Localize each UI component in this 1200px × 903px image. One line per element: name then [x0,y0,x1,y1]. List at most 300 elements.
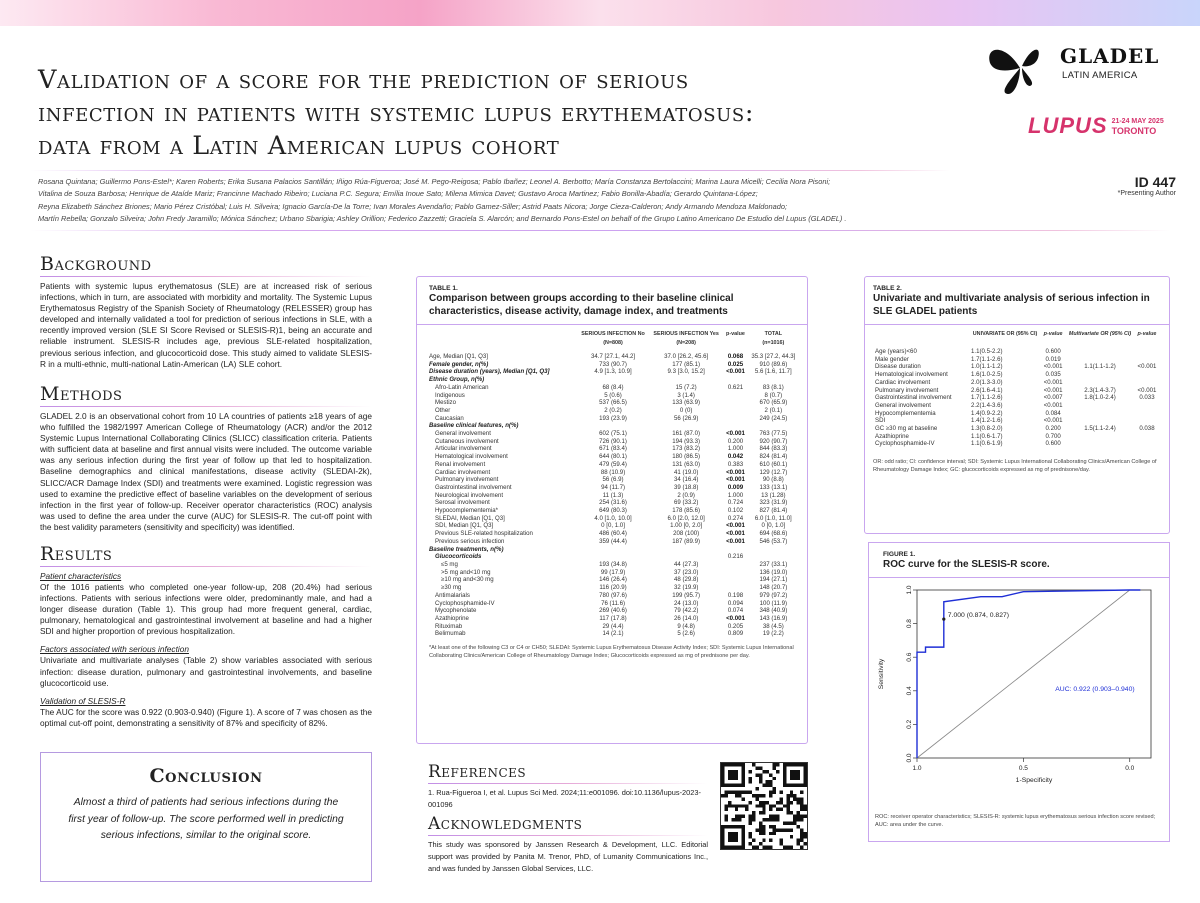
table-cell: 0.724 [727,499,744,507]
table-cell: <0.001 [1043,401,1063,409]
table-cell: Cutaneous involvement [435,437,499,445]
table-cell [649,422,723,430]
table-cell: 180 (86.5) [672,453,701,461]
table-row [427,461,799,469]
table-cell: 56 (26.9) [673,414,699,422]
table-row [427,553,799,561]
table-header: p-value [726,331,745,337]
table-cell [649,553,723,561]
table-cell: 32 (19.9) [673,584,699,592]
table-cell: 733 (90.7) [599,360,627,368]
table-row [427,592,799,600]
table-cell: 1.5(1.1-2.4) [1084,425,1116,433]
y-tick-label: 0.4 [906,686,913,696]
table-cell: 920 (90.7) [759,437,788,445]
table-cell: 2.0(1.3-3.0) [971,378,1003,386]
table-cell: 14 (2.1) [602,630,624,638]
table-cell: <0.001 [1043,386,1063,394]
table-cell [577,376,649,384]
table-cell: 1.1(0.6-1.7) [971,432,1003,440]
y-tick-label: 0.0 [906,753,913,763]
poster-title [38,64,978,163]
results-subheading: Patient characteristics [40,571,122,581]
table-cell: <0.001 [726,476,745,484]
table-row [873,363,1159,371]
table-cell [1065,402,1135,410]
table-row [427,499,799,507]
conclusion-box [40,752,372,882]
table-cell: 0.198 [727,591,744,599]
table-row [427,415,799,423]
table-cell [1135,371,1159,379]
table-cell: 1.0(1.1-1.2) [971,363,1003,371]
table-cell: 0 [0, 1.0] [601,522,625,530]
table-cell: 537 (66.5) [599,399,627,407]
section-heading: Methods [40,383,123,405]
table-cell: 2 (0.9) [677,491,695,499]
table2-box [864,276,1170,534]
table-cell [1065,344,1135,356]
table-row [427,630,799,638]
table-cell: Indigenous [435,391,465,399]
table-cell: 1.000 [727,445,744,453]
table-cell: 0.621 [727,383,744,391]
cutoff-annotation: 7.000 (0.874, 0.827) [947,612,1010,620]
table-cell: Cyclophosphamide-IV [875,440,935,448]
x-tick-label: 0.0 [1125,765,1135,772]
table-cell: 143 (16.9) [759,614,788,622]
table-cell: 83 (8.1) [762,383,784,391]
table-cell: 827 (81.4) [759,507,788,515]
table-cell: 979 (97.2) [759,591,788,599]
section-heading: Background [40,253,152,275]
table-cell: Cardiac involvement [435,468,491,476]
abstract-id [1118,174,1176,197]
x-tick-label: 1.0 [912,765,922,772]
table-row [427,538,799,546]
table-cell: 0.042 [727,453,744,461]
table-cell: 0.102 [727,507,744,515]
table-row [427,492,799,500]
table-cell: 9.3 [3.0, 15.2] [667,368,705,376]
divider [40,276,372,277]
table-cell: 670 (65.9) [759,399,788,407]
table-cell: 844 (83.3) [759,445,788,453]
table-row [873,417,1159,425]
table-cell: 0.809 [727,630,744,638]
table-cell: <0.001 [726,614,745,622]
table-cell: GC ≥30 mg at baseline [875,425,938,433]
table-cell [723,399,747,407]
table-cell: 90 (8.8) [762,476,784,484]
table-row [427,600,799,608]
table-cell: 5.6 [1.6, 11.7] [754,368,792,376]
table-cell: 1.7(1.1-2.6) [971,355,1003,363]
table-cell: Mestizo [435,399,456,407]
table1-box [416,276,808,744]
conclusion-text: Almost a third of patients had serious infections during the first year of follow-up. The score performed well in predicting serious infections, similar to the original score. [68,797,344,841]
table-cell: 0.084 [1045,409,1061,417]
table-row [427,484,799,492]
table-cell: 194 (27.1) [759,576,788,584]
y-tick-label: 0.8 [906,619,913,629]
table-cell: 173 (83.2) [672,445,701,453]
table-cell: <0.001 [726,522,745,530]
table-cell: 8 (0.7) [764,391,783,399]
table-cell: 37 (23.0) [673,568,699,576]
table-cell: 1.4(1.2-1.6) [971,417,1003,425]
table-cell: 0.274 [727,514,744,522]
table-title: Univariate and multivariate analysis of serious infection in SLE GLADEL patients [873,293,1150,317]
table-cell: Hematological involvement [875,371,948,379]
table-cell: Hypocomplementemia [875,409,936,417]
table-cell: 0.200 [727,437,744,445]
table-cell: Belimumab [435,630,466,638]
table-cell: 546 (53.7) [759,537,788,545]
roc-chart [869,578,1169,808]
table-cell [1135,433,1159,441]
table-cell: 1.8(1.0-2.4) [1084,394,1116,402]
table-cell: General involvement [435,430,491,438]
table-cell: 0 (0) [679,406,693,414]
table-cell: Age (years)<60 [875,348,917,355]
table-row [427,584,799,592]
table-cell: 1.3(0.8-2.0) [971,425,1003,433]
table-cell: 131 (63.0) [672,460,701,468]
table-cell: 161 (87.0) [672,430,701,438]
table-cell: 88 (10.9) [600,468,626,476]
table-cell: Previous serious infection [435,537,505,545]
table-cell: 79 (42.2) [673,607,699,615]
divider [865,324,1169,325]
table-cell [723,561,747,569]
author-line: Rosana Quintana; Guillermo Pons-Estel*; Karen Roberts; Erika Susana Palacios Santillán; Iñigo Rúa-Figueroa; José M. Pego-Reigosa; Pablo Ibañez; Leonel A. Berbotto; María Constanza Bertolaccini; Marina Laura Micelli; Cecilia Nora Pisoni; [38,177,831,186]
table-row [873,344,1159,356]
table-cell: SLEDAI, Median [Q1, Q3] [435,514,505,522]
table-cell [1065,440,1135,448]
table-cell: 116 (20.9) [599,584,627,592]
results-section [40,543,372,729]
table-cell: Gastrointestinal involvement [875,394,952,402]
table-cell: 348 (40.9) [759,607,788,615]
table-cell: 249 (24.5) [759,414,788,422]
table-cell [723,576,747,584]
table-cell: 1.6(1.0-2.5) [971,371,1003,379]
table-row [427,351,799,361]
table-note: OR: odd ratio; CI: confidence interval; SDI: Systemic Lupus International Collaborating Clinics/American College of Rheumatology Damage Index; GC: glucocorticoids expressed as mg of prednisone/day. [873,459,1157,474]
reference-item: 1. Rua-Figueroa I, et al. Lupus Sci Med. 2024;11:e001096. doi:10.1136/lupus-2023-001096 [428,788,701,809]
table-cell: 726 (90.1) [599,437,627,445]
acknowledgments-section [428,814,708,875]
table-cell: 148 (20.7) [759,584,788,592]
table-cell: 193 (23.9) [599,414,627,422]
table-cell: Baseline treatments, n(%) [429,545,504,553]
table-cell: <0.001 [1137,363,1157,371]
table-cell: 194 (93.3) [672,437,701,445]
table-cell: 254 (31.6) [599,499,627,507]
table-row [427,522,799,530]
table-cell: 1.1(0.6-1.9) [971,440,1003,448]
table-cell: Glucocorticoids [435,553,482,561]
table-cell: 68 (8.4) [602,383,624,391]
table-cell: 13 (1.28) [761,491,786,499]
table2 [873,329,1159,448]
table-cell: 0.068 [727,353,744,360]
qr-code-icon[interactable] [720,762,808,850]
table-row [427,392,799,400]
table-row [427,407,799,415]
table-cell: 193 (34.8) [599,560,627,568]
table-cell: 1.1(0.5-2.2) [971,348,1003,355]
table-cell: ≥10 mg and<30 mg [441,576,494,584]
table-cell: 187 (89.9) [672,537,701,545]
table-row [427,607,799,615]
table-row [873,433,1159,441]
table-cell: 1.7(1.1-2.6) [971,394,1003,402]
table-row [427,515,799,523]
table-header: SERIOUS INFECTION Yes [653,331,719,337]
table-cell: Cardiac involvement [875,378,931,386]
table-cell: 133 (13.1) [759,483,788,491]
table-row [427,453,799,461]
results-paragraph: Of the 1016 patients who completed one-year follow-up, 208 (20.4%) had serious infections. Patients with serious infections were older, predominantly male, and had a longer disease duration (Table 1). This group had more frequent general, cardiac, pulmonary, hematological and gastrointestinal involvement at baseline and had a higher SDI and higher proportion of previous hospitalization. [40,582,372,637]
table-cell: 479 (59.4) [599,460,627,468]
section-heading: References [428,762,527,782]
table-cell: Male gender [875,355,909,363]
table-cell: 37.0 [26.2, 45.6] [664,353,709,360]
table-cell: 26 (14.0) [673,614,699,622]
divider [417,324,807,325]
table-cell: Afro-Latin American [435,383,489,391]
table-row [427,422,799,430]
table-cell: Caucasian [435,414,464,422]
table-cell: <0.001 [726,468,745,476]
table-header: Multivariate OR (95% CI) [1068,331,1132,337]
table-cell: Mycophenolate [435,607,477,615]
figure-title: ROC curve for the SLESIS-R score. [883,559,1050,570]
table-cell [1135,417,1159,425]
table-cell: Azathioprine [875,432,909,440]
results-paragraph: The AUC for the score was 0.922 (0.903-0.940) (Figure 1). A score of 7 was chosen as the optimal cut-off point, demonstrating a sensitivity of 87% and specificity of 82%. [40,706,372,728]
y-tick-label: 0.6 [906,652,913,662]
id-label: ID 447 [1134,174,1176,190]
table-row [427,445,799,453]
results-paragraph: Univariate and multivariate analyses (Table 2) show variables associated with serious infection: disease duration, pulmonary and gastrointestinal involvements, and baseline glucocorticoid use. [40,655,372,688]
title-line: infection in patients with systemic lupus erythematosus: [38,98,755,128]
table-cell: 6.0 [1.0, 11.0] [754,514,792,522]
table-cell [1065,433,1135,441]
divider [40,406,372,407]
divider [30,170,950,171]
table-cell [1065,379,1135,387]
methods-section [40,383,372,533]
table-cell [1135,356,1159,364]
table-cell: 19 (2.2) [762,630,784,638]
table-cell: 0.700 [1045,432,1061,440]
table-row [427,430,799,438]
table-cell: Age, Median [Q1, Q3] [429,353,488,360]
table-cell [1135,402,1159,410]
table-cell: 76 (11.6) [601,599,625,607]
table-cell [1135,379,1159,387]
table-cell: 0.600 [1045,440,1061,448]
table-subheader [723,340,747,351]
table-row [427,384,799,392]
table-cell: Pulmonary involvement [435,476,499,484]
table-cell: 0.035 [1045,371,1061,379]
table-cell: 910 (89.6) [759,360,788,368]
table-note: *At least one of the following C3 or C4 or CH50; SLEDAI: Systemic Lupus Erythematosus Disease Activity Index; SDI: Systemic Lupus International Collaborating Clinics/American College of Rheumatology Damage Index; Glucocorticoids expressed as mg of prednisone per day. [429,645,794,660]
figure-note: ROC: receiver operator characteristics; SLESIS-R: systemic lupus erythematosus serious infection score revised; AUC: area under the curve. [875,814,1156,829]
table-cell [748,546,799,554]
table-row [427,361,799,369]
table-cell: Ethnic Group, n(%) [429,376,485,384]
table-row [427,576,799,584]
table-cell: 15 (7.2) [675,383,697,391]
table-cell: 117 (17.8) [599,614,627,622]
table-cell: 146 (26.4) [599,576,627,584]
lupus-congress-logo [1028,113,1164,139]
background-section [40,253,372,370]
table-row [427,399,799,407]
divider [428,783,708,784]
table-cell: 671 (83.4) [599,445,627,453]
table-row [427,438,799,446]
table-cell: 694 (68.6) [759,530,788,538]
table-cell: 48 (29.8) [673,576,699,584]
table-cell: Antimalarials [435,591,470,599]
table-cell: 133 (63.9) [672,399,701,407]
table-cell: Disease duration (years), Median [Q1, Q3] [429,368,550,376]
table-cell: 38 (4.5) [762,622,784,630]
table-row [873,394,1159,402]
table-cell: <0.001 [726,368,745,376]
table-row [427,561,799,569]
table-cell: 1.000 [727,491,744,499]
table-cell: 0.205 [727,622,744,630]
butterfly-logo-icon [980,38,1060,98]
table-cell [1065,356,1135,364]
table-cell [723,546,747,554]
author-line: Martín Rebella; Gonzalo Silveira; John Fredy Jaramillo; Mónica Sánchez; Urbano Sbarigia; Ashley Orillion; Federico Zazzetti; Graciela S. Alarcón; and Bernardo Pons-Estel on behalf of the Grupo Latino Americano De Estudio del Lupus (GLADEL) . [38,213,847,223]
table-cell: <0.001 [726,530,745,538]
table-label: TABLE 2. [873,285,902,292]
table-row [873,356,1159,364]
section-heading: Conclusion [149,765,263,787]
table-cell: 0.009 [727,483,744,491]
table-cell [1065,417,1135,425]
cutoff-point-marker [942,617,945,620]
table-cell: 177 (85.1) [672,360,701,368]
table-cell: >5 mg and<10 mg [441,568,491,576]
table-cell: <0.007 [1043,394,1063,402]
table-cell: 1.4(0.9-2.2) [971,409,1003,417]
table-cell: 56 (6.9) [602,476,624,484]
table-cell: 0.019 [1045,355,1061,363]
table-row [873,440,1159,448]
table-cell: 11 (1.3) [602,491,624,499]
table-cell: <0.001 [726,430,745,438]
references-section [428,762,708,811]
results-subheading: Validation of SLESIS-R [40,695,126,706]
table-cell: 2.6(1.6-4.1) [971,386,1003,394]
table-cell: <0.001 [1043,363,1063,371]
table-cell [649,546,723,554]
title-line: Validation of a score for the prediction of serious [38,65,689,95]
table-cell: 178 (85.6) [672,507,701,515]
table-cell: 24 (13.0) [673,599,699,607]
table-subheader [427,340,577,351]
table-row [427,546,799,554]
table1 [427,329,799,638]
table-cell: 39 (18.8) [673,483,699,491]
table-cell [577,422,649,430]
table-row [427,476,799,484]
table-row [873,379,1159,387]
table-cell: Baseline clinical features, n(%) [429,422,519,430]
table-cell [1135,440,1159,448]
table-row [427,569,799,577]
table-header: TOTAL [764,331,783,337]
decorative-top-banner [0,0,1200,26]
table-label: TABLE 1. [429,285,458,292]
table-cell: <0.001 [726,537,745,545]
table-row [873,371,1159,379]
lupus-logo-dates: 21-24 MAY 2025 [1111,117,1164,125]
table-cell: 5 (0.6) [604,391,622,399]
table-cell: 129 (12.7) [759,468,788,476]
table-cell [723,376,747,384]
table-row [427,615,799,623]
table-cell [577,553,649,561]
table-cell: <0.001 [1043,378,1063,386]
table-cell: 4.9 [1.3, 10.9] [594,368,632,376]
table-cell: Cyclophosphamide-IV [435,599,495,607]
author-line: Vitalina de Souza Barbosa; Henrique de Ataíde Mariz; Francinne Machado Ribeiro; Luciana P.C. Segura; Emília Inoue Sato; Milena Mimica Davet; Gustavo Aroca Martinez; Fabio Bonilla-Abadía; Gerardo Quintana-López; [38,189,758,199]
table-header: p-value [1137,331,1157,337]
table-cell [748,553,799,561]
table-cell: 269 (40.6) [599,607,627,615]
table-header [427,329,577,340]
table-cell: 237 (33.1) [759,560,788,568]
table-cell [723,415,747,423]
presenting-author-note: *Presenting Author [1117,190,1176,197]
table-cell: ≤5 mg [441,560,458,568]
table-cell: Disease duration [875,363,921,371]
table-row [427,376,799,384]
table-cell: 69 (33.2) [673,499,699,507]
table-cell: 94 (11.7) [601,483,625,491]
table-cell: 2.3(1.4-3.7) [1084,386,1116,394]
table-row [873,410,1159,418]
divider [30,230,1170,231]
table-subheader: (N=808) [603,340,623,346]
table-cell: General involvement [875,401,931,409]
figure1-box [868,542,1170,842]
table-title: Comparison between groups according to their baseline clinical characteristics, disease activity, damage index, and treatments [429,293,734,317]
table-cell: Articular involvement [435,445,492,453]
table-cell: 34 (16.4) [673,476,699,484]
table-cell: Gastrointestinal involvement [435,483,512,491]
table-header [873,329,969,344]
table-cell [723,584,747,592]
table-cell: Hematological involvement [435,453,508,461]
author-list [38,176,968,225]
table-cell: 0.600 [1045,348,1061,355]
table-cell: Neurological involvement [435,491,504,499]
table-cell: 780 (97.6) [599,591,627,599]
table-subheader: (N=208) [676,340,696,346]
